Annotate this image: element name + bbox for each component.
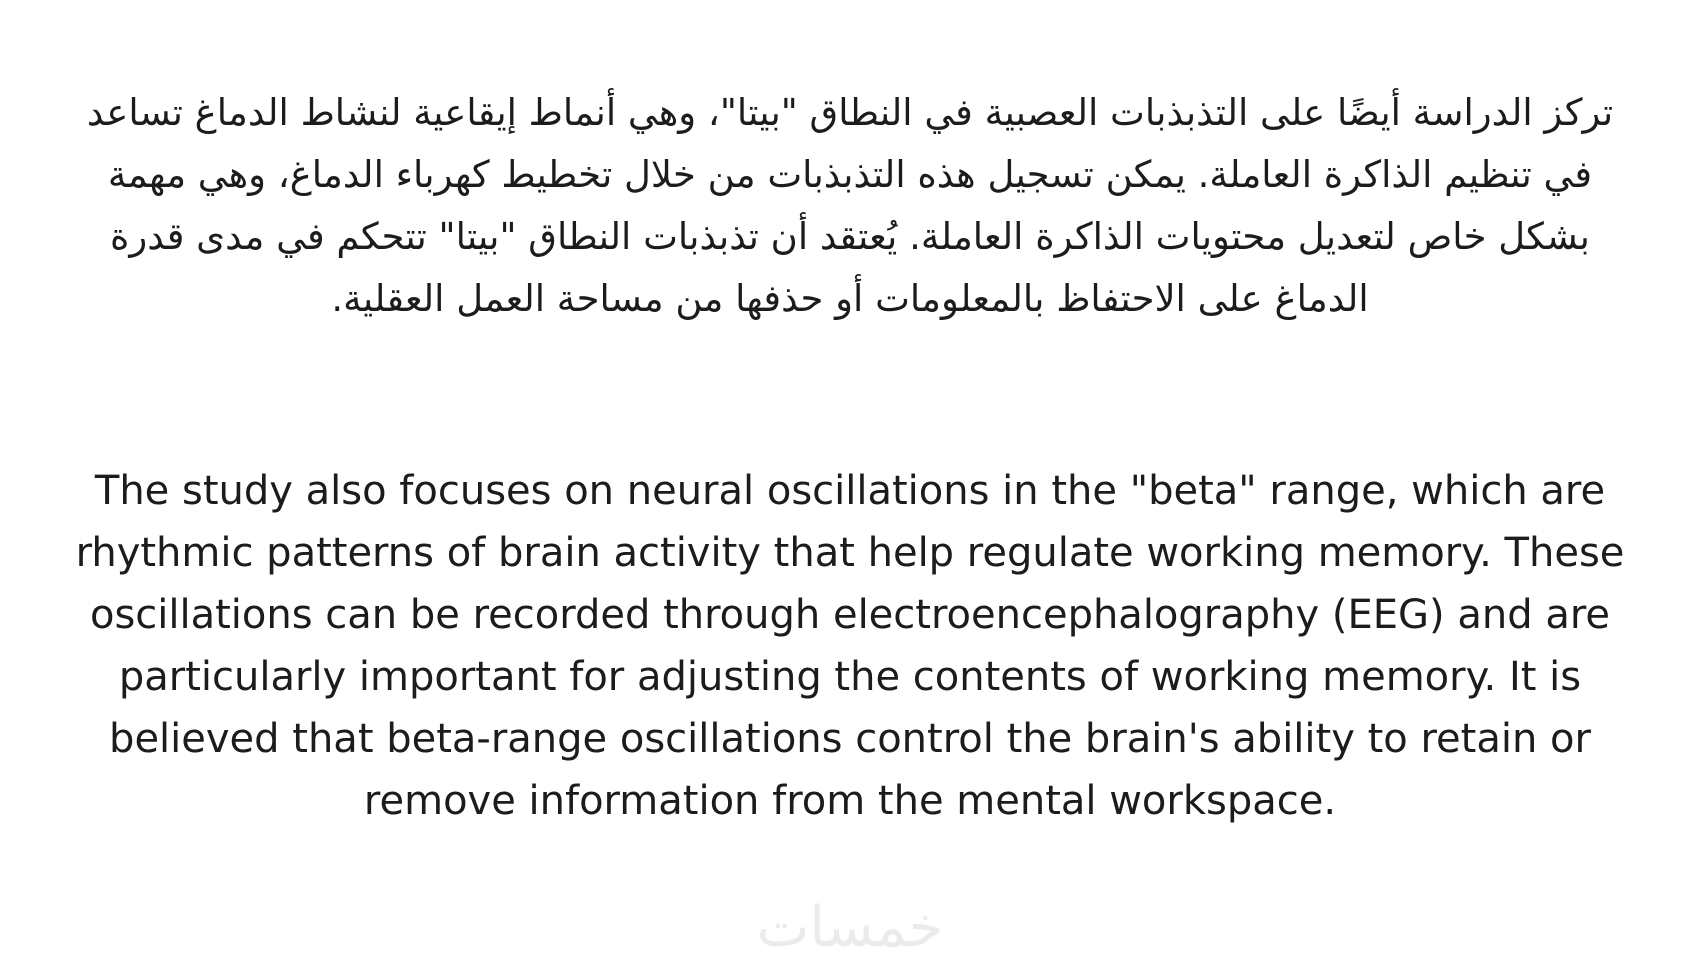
watermark-logo: خمسات: [756, 895, 944, 960]
arabic-paragraph: تركز الدراسة أيضًا على التذبذبات العصبية في النطاق "بيتا"، وهي أنماط إيقاعية لنشاط الدماغ تساعد في تنظيم الذاكرة العاملة. يمكن تسجيل هذه التذبذبات من خلال تخطيط كهرباء الدماغ، وهي مهمة بشكل خاص لتعديل محتويات الذاكرة العاملة. يُعتقد أن تذبذبات النطاق "بيتا" تتحكم في مدى قدرة الدماغ على الاحتفاظ بالمعلومات أو حذفها من مساحة العمل العقلية.: [86, 91, 1614, 320]
english-paragraph: The study also focuses on neural oscillations in the "beta" range, which are rhythmic patterns of brain activity that help regulate working memory. These oscillations can be recorded through electroencephalography (EEG) and are particularly important for adjusting the contents of working memory. It is believed that beta-range oscillations control the brain's ability to retain or remove information from the mental workspace.: [75, 468, 1625, 824]
